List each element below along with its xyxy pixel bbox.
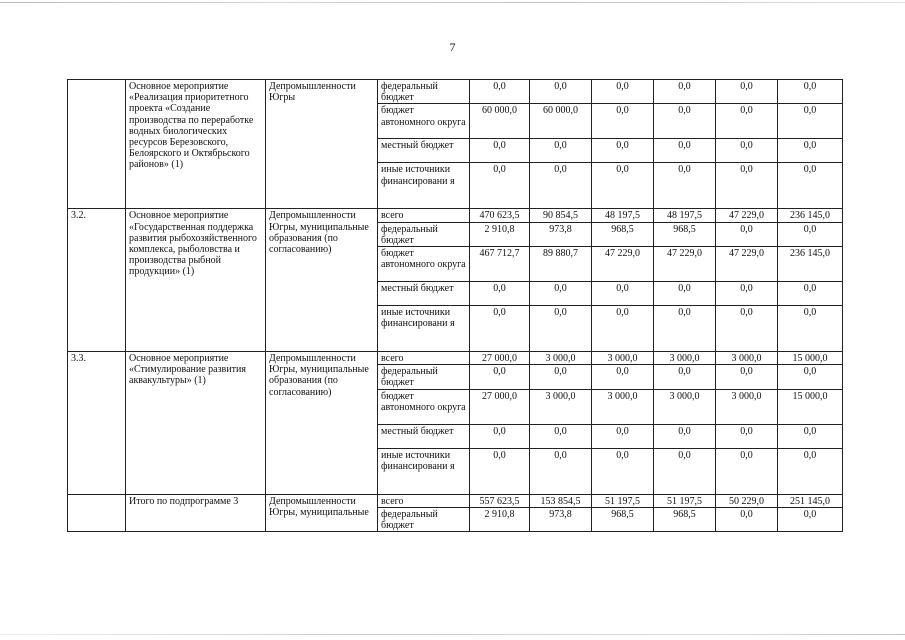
value-cell: 0,0 — [716, 365, 778, 389]
scan-edge-top — [0, 2, 905, 3]
activity-name: Итого по подпрограмме 3 — [126, 494, 266, 532]
funding-source: всего — [378, 352, 470, 365]
value-cell: 0,0 — [530, 448, 592, 494]
funding-source: федеральный бюджет — [378, 507, 470, 531]
value-cell: 0,0 — [778, 448, 843, 494]
executor: Депромышленности Югры, муниципальные образования (по согласованию) — [266, 209, 378, 352]
value-cell: 0,0 — [716, 139, 778, 163]
value-cell: 3 000,0 — [654, 352, 716, 365]
value-cell: 60 000,0 — [530, 104, 592, 139]
value-cell: 0,0 — [716, 424, 778, 448]
value-cell: 0,0 — [530, 424, 592, 448]
value-cell: 0,0 — [592, 306, 654, 352]
value-cell: 47 229,0 — [716, 247, 778, 282]
value-cell: 0,0 — [592, 104, 654, 139]
value-cell: 48 197,5 — [654, 209, 716, 222]
value-cell: 470 623,5 — [470, 209, 530, 222]
funding-table-container — [67, 79, 842, 532]
value-cell: 3 000,0 — [654, 389, 716, 424]
funding-source: федеральный бюджет — [378, 222, 470, 246]
value-cell: 968,5 — [592, 507, 654, 531]
value-cell: 0,0 — [470, 448, 530, 494]
value-cell: 50 229,0 — [716, 494, 778, 507]
value-cell: 0,0 — [778, 365, 843, 389]
executor: Депромышленности Югры, муниципальные образования (по согласованию) — [266, 352, 378, 495]
value-cell: 2 910,8 — [470, 507, 530, 531]
value-cell: 0,0 — [654, 424, 716, 448]
value-cell: 0,0 — [654, 163, 716, 209]
value-cell: 0,0 — [716, 104, 778, 139]
value-cell: 0,0 — [530, 306, 592, 352]
value-cell: 968,5 — [592, 222, 654, 246]
value-cell: 0,0 — [654, 104, 716, 139]
value-cell: 51 197,5 — [654, 494, 716, 507]
value-cell: 0,0 — [592, 139, 654, 163]
value-cell: 0,0 — [592, 448, 654, 494]
value-cell: 0,0 — [592, 282, 654, 306]
value-cell: 47 229,0 — [592, 247, 654, 282]
funding-source: местный бюджет — [378, 282, 470, 306]
funding-source: иные источники финансировани я — [378, 306, 470, 352]
funding-source: иные источники финансировани я — [378, 163, 470, 209]
value-cell: 0,0 — [778, 222, 843, 246]
value-cell: 51 197,5 — [592, 494, 654, 507]
value-cell: 968,5 — [654, 507, 716, 531]
executor: Депромышленности Югры, муниципальные — [266, 494, 378, 532]
value-cell: 47 229,0 — [654, 247, 716, 282]
value-cell: 0,0 — [778, 306, 843, 352]
value-cell: 90 854,5 — [530, 209, 592, 222]
value-cell: 0,0 — [778, 424, 843, 448]
value-cell: 0,0 — [470, 163, 530, 209]
value-cell: 0,0 — [470, 306, 530, 352]
value-cell: 0,0 — [592, 365, 654, 389]
funding-source: бюджет автономного округа — [378, 104, 470, 139]
value-cell: 0,0 — [778, 507, 843, 531]
value-cell: 0,0 — [530, 80, 592, 104]
row-index — [68, 494, 126, 532]
table-row — [68, 80, 843, 104]
funding-source: всего — [378, 209, 470, 222]
value-cell: 3 000,0 — [716, 389, 778, 424]
value-cell: 3 000,0 — [530, 352, 592, 365]
funding-source: местный бюджет — [378, 139, 470, 163]
value-cell: 27 000,0 — [470, 352, 530, 365]
table-row — [68, 209, 843, 222]
value-cell: 15 000,0 — [778, 352, 843, 365]
value-cell: 0,0 — [778, 139, 843, 163]
value-cell: 251 145,0 — [778, 494, 843, 507]
value-cell: 973,8 — [530, 507, 592, 531]
value-cell: 0,0 — [654, 282, 716, 306]
activity-name: Основное мероприятие «Стимулирование развития аквакультуры» (1) — [126, 352, 266, 495]
activity-name: Основное мероприятие «Государственная поддержка развития рыбохозяйственного комплекса, рыболовства и производства рыбной продукции» (1) — [126, 209, 266, 352]
value-cell: 0,0 — [716, 306, 778, 352]
funding-source: иные источники финансировани я — [378, 448, 470, 494]
value-cell: 3 000,0 — [530, 389, 592, 424]
value-cell: 968,5 — [654, 222, 716, 246]
value-cell: 0,0 — [530, 282, 592, 306]
value-cell: 0,0 — [778, 80, 843, 104]
value-cell: 0,0 — [592, 424, 654, 448]
value-cell: 0,0 — [530, 139, 592, 163]
funding-table — [67, 79, 843, 532]
value-cell: 47 229,0 — [716, 209, 778, 222]
value-cell: 973,8 — [530, 222, 592, 246]
scan-edge-bottom — [0, 634, 905, 635]
value-cell: 0,0 — [470, 424, 530, 448]
row-index: 3.2. — [68, 209, 126, 352]
value-cell: 153 854,5 — [530, 494, 592, 507]
executor: Депромышленности Югры — [266, 80, 378, 209]
value-cell: 0,0 — [654, 80, 716, 104]
value-cell: 467 712,7 — [470, 247, 530, 282]
value-cell: 2 910,8 — [470, 222, 530, 246]
value-cell: 89 880,7 — [530, 247, 592, 282]
value-cell: 236 145,0 — [778, 209, 843, 222]
activity-name: Основное мероприятие «Реализация приоритетного проекта «Создание производства по переработке водных биологических ресурсов Березовского, Белоярского и Октябрьского районов» (1) — [126, 80, 266, 209]
page-number: 7 — [449, 40, 456, 54]
value-cell: 0,0 — [716, 507, 778, 531]
value-cell: 3 000,0 — [716, 352, 778, 365]
value-cell: 27 000,0 — [470, 389, 530, 424]
value-cell: 0,0 — [654, 448, 716, 494]
value-cell: 0,0 — [530, 163, 592, 209]
value-cell: 0,0 — [470, 282, 530, 306]
value-cell: 0,0 — [592, 80, 654, 104]
value-cell: 0,0 — [716, 448, 778, 494]
table-body — [68, 80, 843, 532]
row-index: 3.3. — [68, 352, 126, 495]
value-cell: 0,0 — [716, 282, 778, 306]
value-cell: 0,0 — [716, 80, 778, 104]
funding-source: бюджет автономного округа — [378, 389, 470, 424]
value-cell: 0,0 — [530, 365, 592, 389]
value-cell: 0,0 — [470, 365, 530, 389]
value-cell: 236 145,0 — [778, 247, 843, 282]
value-cell: 0,0 — [592, 163, 654, 209]
value-cell: 0,0 — [778, 163, 843, 209]
value-cell: 0,0 — [716, 222, 778, 246]
value-cell: 0,0 — [654, 139, 716, 163]
table-row — [68, 494, 843, 507]
value-cell: 15 000,0 — [778, 389, 843, 424]
value-cell: 0,0 — [778, 282, 843, 306]
value-cell: 0,0 — [470, 80, 530, 104]
row-index — [68, 80, 126, 209]
value-cell: 0,0 — [654, 306, 716, 352]
funding-source: местный бюджет — [378, 424, 470, 448]
funding-source: федеральный бюджет — [378, 365, 470, 389]
funding-source: федеральный бюджет — [378, 80, 470, 104]
value-cell: 0,0 — [654, 365, 716, 389]
value-cell: 3 000,0 — [592, 352, 654, 365]
value-cell: 48 197,5 — [592, 209, 654, 222]
value-cell: 0,0 — [470, 139, 530, 163]
table-row — [68, 352, 843, 365]
value-cell: 3 000,0 — [592, 389, 654, 424]
funding-source: всего — [378, 494, 470, 507]
value-cell: 557 623,5 — [470, 494, 530, 507]
value-cell: 0,0 — [716, 163, 778, 209]
value-cell: 60 000,0 — [470, 104, 530, 139]
value-cell: 0,0 — [778, 104, 843, 139]
funding-source: бюджет автономного округа — [378, 247, 470, 282]
